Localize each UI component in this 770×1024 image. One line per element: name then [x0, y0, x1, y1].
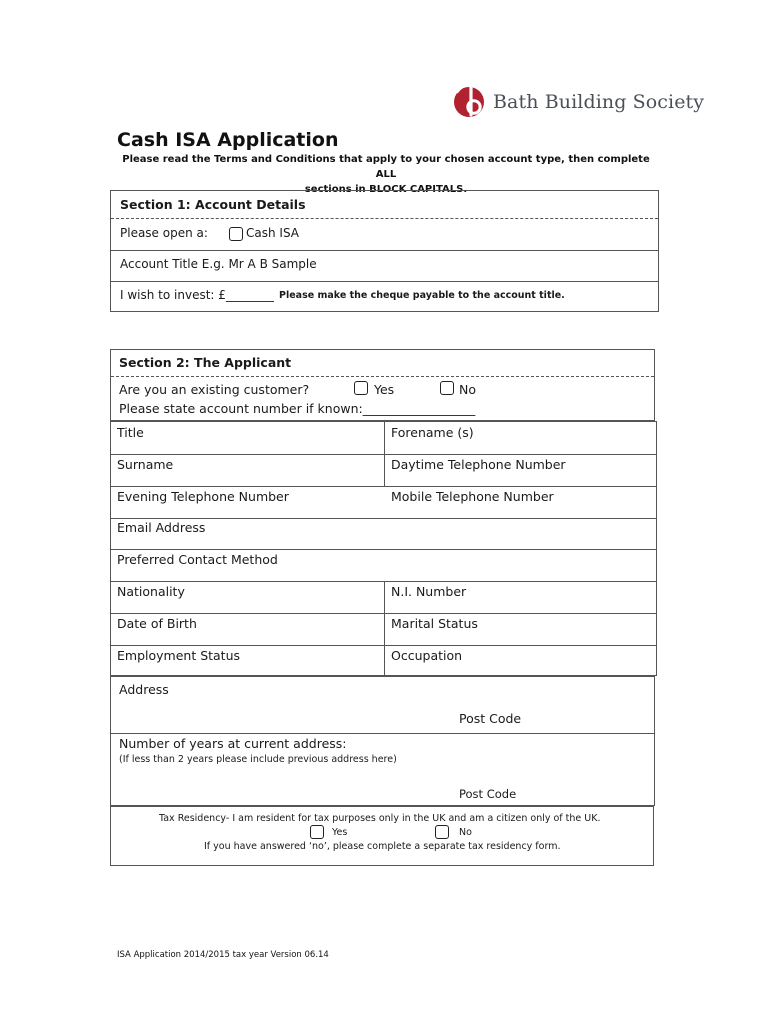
- brand-logo: [454, 84, 704, 120]
- section-2-heading: Section 2: The Applicant: [119, 355, 292, 370]
- mobile-phone-field[interactable]: Mobile Telephone Number: [391, 489, 554, 504]
- postcode-field[interactable]: Post Code: [459, 711, 522, 726]
- evening-phone-field[interactable]: Evening Telephone Number: [117, 489, 289, 504]
- section-1-account-details: [110, 190, 659, 312]
- years-note: (If less than 2 years please include previous address here): [119, 754, 397, 765]
- tax-yes-checkbox[interactable]: [310, 825, 324, 839]
- tax-yes-label: Yes: [332, 827, 348, 838]
- section-1-heading: Section 1: Account Details: [120, 197, 306, 212]
- surname-field[interactable]: Surname: [117, 457, 174, 472]
- account-number-field[interactable]: Please state account number if known:__________________: [119, 401, 476, 416]
- cash-isa-label: Cash ISA: [246, 226, 299, 240]
- tax-residency-statement: Tax Residency- I am resident for tax purposes only in the UK and am a citizen only of the UK.: [159, 813, 601, 824]
- bath-logo-icon: [454, 84, 488, 120]
- brand-name: Bath Building Society: [493, 91, 705, 113]
- existing-yes-label: Yes: [374, 382, 395, 397]
- email-field[interactable]: Email Address: [117, 520, 206, 535]
- address-box: [110, 676, 655, 806]
- intro-line-2: sections in BLOCK CAPITALS.: [304, 184, 468, 195]
- invest-amount-field[interactable]: I wish to invest: £________: [120, 288, 274, 302]
- tax-no-checkbox[interactable]: [435, 825, 449, 839]
- years-at-address-field[interactable]: Number of years at current address:: [119, 736, 347, 751]
- employment-status-field[interactable]: Employment Status: [117, 648, 241, 663]
- account-title-field[interactable]: Account Title E.g. Mr A B Sample: [120, 257, 317, 271]
- open-label: Please open a:: [120, 226, 208, 240]
- marital-status-field[interactable]: Marital Status: [391, 616, 478, 631]
- previous-postcode-field[interactable]: Post Code: [459, 787, 517, 801]
- tax-no-label: No: [459, 827, 472, 838]
- forename-field[interactable]: Forename (s): [391, 425, 474, 440]
- daytime-phone-field[interactable]: Daytime Telephone Number: [391, 457, 566, 472]
- address-field[interactable]: Address: [119, 682, 169, 697]
- dob-field[interactable]: Date of Birth: [117, 616, 197, 631]
- page-title: Cash ISA Application: [117, 129, 339, 151]
- tax-residency-note: If you have answered ‘no’, please complete a separate tax residency form.: [204, 841, 561, 852]
- applicant-details-grid: [110, 421, 657, 676]
- cash-isa-checkbox[interactable]: [229, 227, 243, 241]
- preferred-contact-field[interactable]: Preferred Contact Method: [117, 552, 278, 567]
- existing-no-label: No: [459, 382, 476, 397]
- existing-customer-question: Are you an existing customer?: [119, 382, 310, 397]
- title-field[interactable]: Title: [117, 425, 144, 440]
- footer-version: ISA Application 2014/2015 tax year Version 06.14: [117, 950, 329, 960]
- ni-number-field[interactable]: N.I. Number: [391, 584, 467, 599]
- intro-line-1: Please read the Terms and Conditions that apply to your chosen account type, then complete ALL: [122, 154, 650, 180]
- section-2-header: [110, 349, 655, 421]
- existing-yes-checkbox[interactable]: [354, 381, 368, 395]
- occupation-field[interactable]: Occupation: [391, 648, 463, 663]
- nationality-field[interactable]: Nationality: [117, 584, 185, 599]
- existing-no-checkbox[interactable]: [440, 381, 454, 395]
- cheque-note: Please make the cheque payable to the account title.: [279, 290, 565, 301]
- tax-residency-box: [110, 806, 654, 866]
